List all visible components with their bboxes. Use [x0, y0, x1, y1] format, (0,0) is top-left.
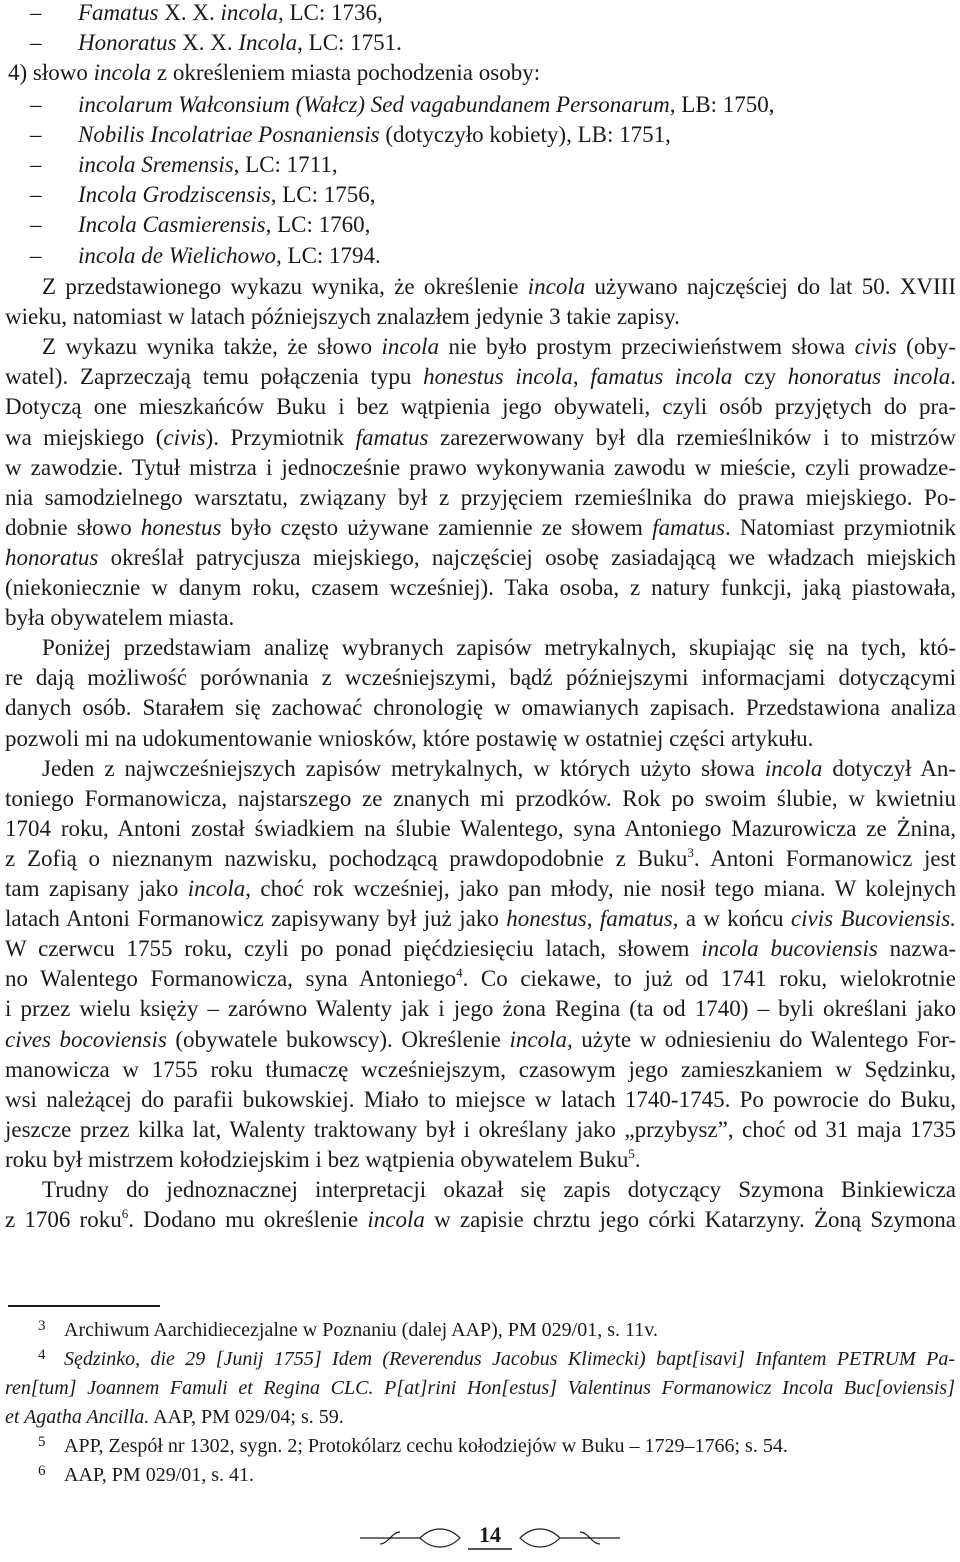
text-line: roku był mistrzem kołodziejskim i bez wątpienia obywatelem Buku$^5$.: [5, 1145, 641, 1172]
page-number: 14: [479, 1522, 501, 1547]
text-line: z Zofią o nieznanym nazwisku, pochodzącą prawdopodobnie z Buku$^3$. Antoni Formanowicz jest: [5, 844, 956, 871]
text-line: wieku, natomiast w latach późniejszych znalazłem jedynie 3 takie zapisy.: [5, 304, 680, 330]
text-line: pozwoli mi na udokumentowanie wniosków, które postawię w ostatniej części artykułu.: [5, 725, 814, 751]
text-line: (niekoniecznie w danym roku, czasem wcześniej). Taka osoba, z natury funkcji, jaką piastowała,: [5, 575, 956, 600]
text-line: jeszcze przez kilka lat, Walenty traktowany był i określany jako „przybysz”, choć od 31 maja 1735: [5, 1116, 956, 1142]
footnote-number: 4: [38, 1347, 46, 1363]
text-line: wsi należącej do parafii bukowskiej. Miało to miejsce w latach 1740-1745. Po powrocie do Buku,: [5, 1086, 956, 1112]
footnote-text: Archiwum Aarchidiecezjalne w Poznaniu (dalej AAP), PM 029/01, s. 11v.: [64, 1319, 658, 1341]
text-line: honoratus określał patrycjusza miejskiego, najczęściej osobę zasiadającą we władzach miejskich: [5, 544, 956, 570]
text-line: latach Antoni Formanowicz zapisywany był już jako honestus, famatus, a w końcu civis Bucoviensis.: [5, 906, 957, 932]
footnote-text: et Agatha Ancilla. AAP, PM 029/04; s. 59.: [5, 1406, 344, 1428]
list-item-text: Nobilis Incolatriae Posnaniensis (dotyczyło kobiety), LB: 1751,: [78, 122, 671, 148]
footnote-text: Sędzinko, die 29 [Junij 1755] Idem (Reverendus Jacobus Klimecki) bapt[isavi] Infantem PETRUM Pa-: [64, 1348, 955, 1370]
list-item-text: incola de Wielichowo, LC: 1794.: [78, 242, 381, 268]
text-line: i przez wielu księży – zarówno Walenty jak i jego żona Regina (ta od 1740) – byli określani jako: [5, 996, 956, 1022]
text-line: danych osób. Starałem się zachować chronologię w omawianych zapisach. Przedstawiona analiza: [5, 695, 956, 721]
text-line: Jeden z najwcześniejszych zapisów metrykalnych, w których użyto słowa incola dotyczył An-: [42, 755, 957, 781]
page-number-ornament: [340, 1520, 640, 1556]
list-dash: –: [30, 212, 42, 238]
footnote-number: 3: [38, 1318, 46, 1334]
list-dash: –: [30, 0, 42, 25]
text-line: była obywatelem miasta.: [5, 605, 235, 631]
text-line: Z przedstawionego wykazu wynika, że określenie incola używano najczęściej do lat 50. XVIII: [42, 274, 956, 299]
list-item-text: Famatus X. X. incola, LC: 1736,: [78, 0, 383, 25]
text-line: cives bocoviensis (obywatele bukowscy). Określenie incola, użyte w odniesieniu do Walentego For-: [5, 1026, 956, 1052]
text-line: 1704 roku, Antoni został świadkiem na ślubie Walentego, syna Antoniego Mazurowicza ze Żnina,: [5, 815, 956, 841]
footnote-text: APP, Zespół nr 1302, sygn. 2; Protokólarz cechu kołodziejów w Buku – 1729–1766; s. 54.: [64, 1435, 788, 1457]
text-line: dobnie słowo honestus było często używane zamiennie ze słowem famatus. Natomiast przymiotnik: [5, 514, 956, 540]
text-line: z 1706 roku$^6$. Dodano mu określenie incola w zapisie chrztu jego córki Katarzyny. Żoną Szymona: [5, 1206, 956, 1233]
text-line: nia samodzielnego warsztatu, związany był z przyjęciem rzemieślnika do prawa miejskiego. Po-: [5, 484, 956, 510]
list-item-text: Incola Casmierensis, LC: 1760,: [78, 212, 371, 238]
text-line: no Walentego Formanowicza, syna Antoniego$^4$. Co ciekawe, to już od 1741 roku, wielokrotnie: [5, 965, 956, 992]
footnote-separator: [8, 1305, 160, 1307]
footnote-text: ren[tum] Joannem Famuli et Regina CLC. P[at]rini Hon[estus] Valentinus Formanowicz Incola Buc[oviensis]: [5, 1377, 955, 1399]
text-line: manowicza w 1755 roku tłumaczę wcześniejszym, czasowym jego zamieszkaniem w Sędzinku,: [5, 1056, 956, 1082]
text-line: W czerwcu 1755 roku, czyli po ponad pięćdziesięciu latach, słowem incola bucoviensis nazwa-: [5, 936, 956, 962]
list-dash: –: [30, 182, 42, 208]
text-line: wa miejskiego (civis). Przymiotnik famatus zarezerwowany był dla rzemieślników i to mistrzów: [5, 424, 956, 450]
list-dash: –: [30, 92, 42, 117]
list-item-text: incolarum Wałconsium (Wałcz) Sed vagabundanem Personarum, LB: 1750,: [78, 92, 775, 117]
text-line: Dotyczą one mieszkańców Buku i bez wątpienia jego obywateli, czyli osób przyjętych do pra-: [5, 394, 956, 420]
text-line: Poniżej przedstawiam analizę wybranych zapisów metrykalnych, skupiając się na tych, któ-: [42, 635, 956, 661]
footnote-number: 6: [38, 1463, 46, 1479]
footnote-text: AAP, PM 029/01, s. 41.: [64, 1464, 255, 1486]
text-line: w zawodzie. Tytuł mistrza i jednocześnie prawo wykonywania zawodu w mieście, czyli prowadze-: [5, 454, 956, 480]
list-dash: –: [30, 242, 42, 268]
text-line: re dają możliwość porównania z wcześniejszymi, bądź późniejszymi informacjami dotyczącymi: [5, 665, 956, 691]
text-line: watel). Zaprzeczają temu połączenia typu honestus incola, famatus incola czy honoratus incola.: [5, 364, 957, 390]
footnote-number: 5: [38, 1434, 46, 1450]
list-dash: –: [30, 152, 42, 178]
text-line: Trudny do jednoznacznej interpretacji okazał się zapis dotyczący Szymona Binkiewicza: [42, 1177, 956, 1202]
list-heading-4: 4) słowo incola z określeniem miasta pochodzenia osoby:: [8, 60, 541, 85]
list-dash: –: [30, 30, 42, 56]
text-line: Z wykazu wynika także, że słowo incola nie było prostym przeciwieństwem słowa civis (oby-: [42, 334, 956, 360]
list-item-text: Incola Grodziscensis, LC: 1756,: [78, 182, 376, 208]
text-line: tam zapisany jako incola, choć rok wcześniej, jako pan młody, nie nosił tego miana. W kolejnych: [5, 876, 956, 901]
list-item-text: Honoratus X. X. Incola, LC: 1751.: [78, 30, 402, 56]
list-dash: –: [30, 122, 42, 148]
list-item-text: incola Sremensis, LC: 1711,: [78, 152, 338, 178]
text-line: toniego Formanowicza, najstarszego ze znanych mi przodków. Rok po swoim ślubie, w kwietniu: [5, 785, 956, 811]
